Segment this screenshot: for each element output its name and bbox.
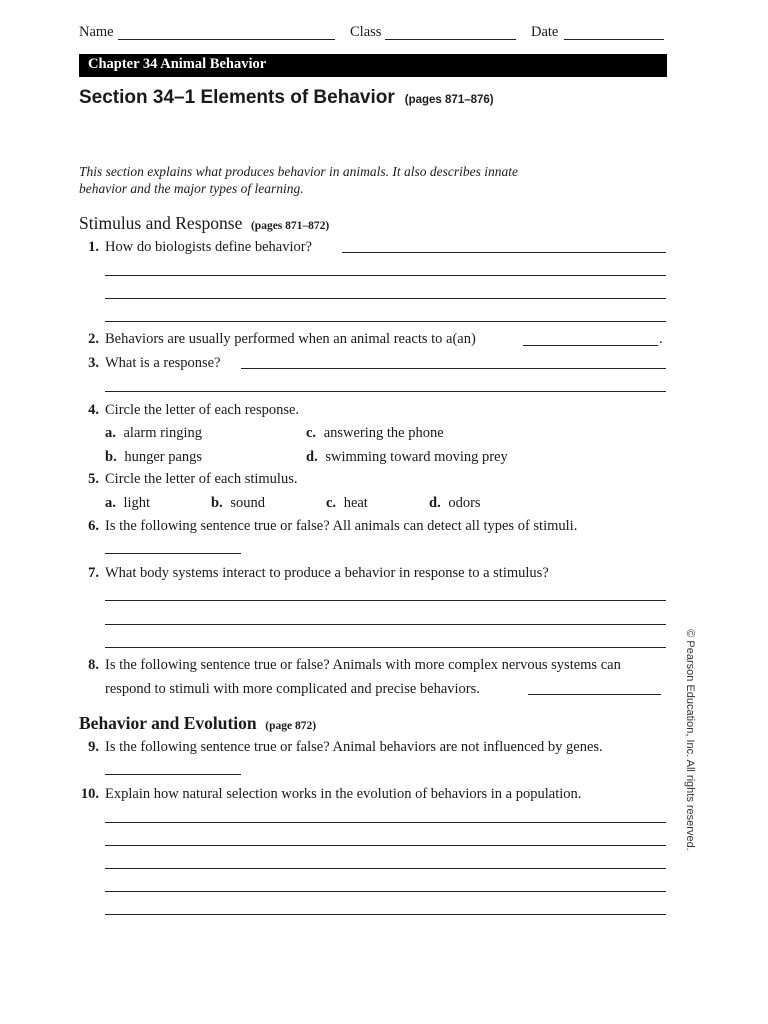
answer-line[interactable]: [105, 624, 666, 625]
option-text: alarm ringing: [123, 425, 203, 441]
question-text: Circle the letter of each stimulus.: [105, 471, 298, 487]
answer-line[interactable]: [342, 252, 666, 253]
option-item[interactable]: [326, 494, 368, 512]
chapter-bar: [79, 54, 667, 77]
date-field[interactable]: [564, 39, 664, 40]
answer-line[interactable]: [105, 891, 666, 892]
option-text: hunger pangs: [124, 449, 203, 465]
question-number: 6.: [88, 518, 99, 534]
option-item[interactable]: [105, 424, 202, 442]
option-item[interactable]: [105, 494, 150, 512]
option-item[interactable]: [211, 494, 265, 512]
question-text: What is a response?: [105, 355, 221, 371]
answer-line[interactable]: [105, 600, 666, 601]
option-item[interactable]: [306, 424, 444, 442]
question-number: 4.: [88, 402, 99, 418]
question-text: What body systems interact to produce a behavior in response to a stimulus?: [105, 565, 549, 581]
question-number: 3.: [88, 355, 99, 371]
answer-line[interactable]: [105, 391, 666, 392]
option-letter: a.: [105, 425, 116, 441]
question-text: How do biologists define behavior?: [105, 239, 312, 255]
answer-line[interactable]: [105, 774, 241, 775]
question-number: 5.: [88, 471, 99, 487]
subsection-heading: [79, 212, 329, 237]
option-letter: d.: [429, 495, 441, 511]
question-number: 9.: [88, 739, 99, 755]
question-number: 7.: [88, 565, 99, 581]
section-title: Section 34–1 Elements of Behavior: [79, 87, 395, 108]
option-letter: b.: [211, 495, 223, 511]
answer-line[interactable]: [105, 298, 666, 299]
option-letter: d.: [306, 449, 318, 465]
option-letter: c.: [326, 495, 337, 511]
question-text: Is the following sentence true or false? Animal behaviors are not influenced by genes.: [105, 739, 603, 755]
answer-line[interactable]: [528, 694, 661, 695]
option-letter: b.: [105, 449, 117, 465]
name-label: Name: [79, 24, 114, 40]
option-text: answering the phone: [323, 425, 444, 441]
section-pages: (pages 871–876): [404, 94, 494, 106]
section-title-block: [79, 86, 494, 112]
subsection-title: Behavior and Evolution: [79, 713, 257, 733]
answer-line[interactable]: [105, 914, 666, 915]
subsection-pages: (page 872): [265, 720, 317, 732]
question-end-punct: .: [659, 331, 663, 347]
question-text: Is the following sentence true or false? Animals with more complex nervous systems can: [105, 657, 621, 673]
class-label: Class: [350, 24, 382, 40]
class-field[interactable]: [385, 39, 516, 40]
answer-line[interactable]: [105, 275, 666, 276]
answer-line[interactable]: [241, 368, 666, 369]
option-text: swimming toward moving prey: [325, 449, 508, 465]
option-letter: a.: [105, 495, 116, 511]
chapter-label: Chapter 34 Animal Behavior: [88, 56, 267, 72]
option-text: heat: [343, 495, 368, 511]
option-text: odors: [448, 495, 481, 511]
question-number: 1.: [88, 239, 99, 255]
question-text: Is the following sentence true or false? All animals can detect all types of stimuli.: [105, 518, 578, 534]
answer-line[interactable]: [105, 822, 666, 823]
option-text: sound: [230, 495, 265, 511]
option-letter: c.: [306, 425, 317, 441]
subsection-heading: [79, 712, 316, 737]
question-text: Behaviors are usually performed when an animal reacts to a(an): [105, 331, 476, 347]
option-item[interactable]: [306, 448, 508, 466]
answer-line[interactable]: [105, 845, 666, 846]
question-number: 8.: [88, 657, 99, 673]
answer-line[interactable]: [105, 553, 241, 554]
answer-line[interactable]: [105, 868, 666, 869]
option-text: light: [123, 495, 151, 511]
name-field[interactable]: [118, 39, 335, 40]
question-number: 10.: [80, 786, 99, 802]
answer-line[interactable]: [105, 647, 666, 648]
option-item[interactable]: [105, 448, 202, 466]
answer-line[interactable]: [105, 321, 666, 322]
question-text: Explain how natural selection works in the evolution of behaviors in a population.: [105, 786, 582, 802]
date-label: Date: [531, 24, 559, 40]
subsection-title: Stimulus and Response: [79, 213, 243, 233]
question-number: 2.: [88, 331, 99, 347]
subsection-pages: (pages 871–872): [250, 220, 330, 232]
intro-text: This section explains what produces behavior in animals. It also describes innate behavior and the major types of learning.: [79, 164, 518, 196]
copyright-notice: © Pearson Education, Inc. All rights reserved.: [684, 629, 696, 851]
option-item[interactable]: [429, 494, 481, 512]
answer-line[interactable]: [523, 345, 658, 346]
question-text: Circle the letter of each response.: [105, 402, 300, 418]
question-text-continued: respond to stimuli with more complicated and precise behaviors.: [105, 681, 480, 697]
